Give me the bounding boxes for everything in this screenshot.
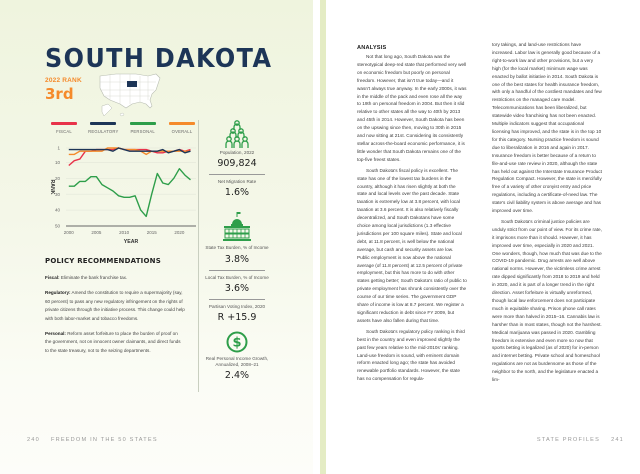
x-tick-label: 2015 — [146, 230, 157, 235]
x-tick-label: 2010 — [119, 230, 130, 235]
us-map-icon — [96, 70, 164, 118]
y-axis-label: RANK — [49, 179, 55, 195]
paragraph: Not that long ago, South Dakota was the stereotypical deep-red state that performed very well on economic freedom but poorly on personal freedom. However, that isn't true today—and it wasn't always true anyway. In the early 2000s, it was in the middle of the pack and even rose all the way to 19th on personal freedom in 2004. But then it slid relative to other states all the way to 40th by 2013 and 45th in 2014. However, South Dakota has been on the upswing since then, moving to 30th in 2015 and now sitting at 21st. Considering its consistently stellar across-the-board economic performance, it is little wonder that South Dakota remains one of the top-five freest states. — [357, 54, 467, 162]
stat-label-migration: Net Migration Rate — [217, 179, 257, 185]
analysis-column-2 — [492, 41, 602, 387]
paragraph: South Dakota's fiscal policy is excellent. The state has one of the lowest tax burdens in the country, although it has risen slightly at both the state and local levels over the past decade. State taxation is extremely low at 3.8 percent, with local taxation at 3.6 percent. It is also relatively fiscally decentralized, and South Dakotans have some choice among local jurisdictions (1.3 effective jurisdictions per 100 square miles). State and local debt, at 11.8 percent, is well below the national average, but cash and security assets are low. Public employment is now above the national average (of 11.8 percent) at 12.5 percent of private employment, but this has more to do with other states getting better; South Dakota's ratio of public to private employment has shrunk consistently over the course of our time series. The government GDP share of income is low at 8.7 percent. We register a significant reduction in debt since FY 2009, but assets have also fallen during that time. — [357, 167, 467, 323]
stat-divider — [209, 299, 265, 300]
legend-label: FISCAL — [56, 129, 72, 134]
state-title: SOUTH DAKOTA — [45, 44, 273, 74]
policy-item-regulatory — [45, 289, 185, 323]
paragraph: South Dakota's criminal justice policies are unduly strict from our point of view. For its crime rate, it imprisons more than it should. However, it has improved over time, especially in 2020 and 2021. One wonders, though, how much that was due to the COVID-19 pandemic. Drug arrests are well above national norms. However, the victimless crime arrest rate dipped significantly from 2018 to 2019 and held in 2020, and it is part of a longer trend in the right direction. Asset forfeiture is virtually unreformed, though local law enforcement does not participate much in equitable sharing. Prison phone call rates were more than halved in 2015–16. Cannabis law is harsher than in most states, though not the harshest. Medical marijuana was passed in 2020. Gambling freedom is extensive and even more so now that sports betting is legalized (as of 2020) for in-person and internet betting. Private school and homeschool regulations are not as burdensome as those of the neighbor to the north, and the legislature enacted a lim- — [492, 218, 602, 383]
legend-item-fiscal — [48, 122, 80, 134]
running-head: STATE PROFILES — [536, 437, 601, 443]
running-head: FREEDOM IN THE 50 STATES — [50, 437, 158, 443]
rank-value: 3rd — [45, 85, 74, 103]
stat-label-income-growth: Real Personal Income Growth, Annualized, 2008–21 — [205, 356, 269, 368]
analysis-title: ANALYSIS — [357, 45, 387, 51]
rank-label: 2022 RANK — [45, 77, 82, 84]
stat-divider — [209, 270, 265, 271]
y-tick-label: 1 — [57, 145, 60, 151]
dollar-circle-icon — [226, 331, 248, 353]
paragraph: tory takings, and land-use restrictions have increased. Labor law is generally good because of a right-to-work law and other provisions, but a very high (for the local market) minimum wage was enacted by ballot initiative in 2014. South Dakota is one of the best states for health insurance freedom, with only a handful of the costliest mandates and few restrictions on the managed care model. Telecommunications has been liberalized, but statewide video franchising has not been enacted. Multiple indicators suggest that occupational licensing has improved, and the state is in the top 10 for this category. Nursing practice freedom is sound due to liberalization in 2016 and again in 2017. Insurance freedom is better because of a return to file-and-use rate review in 2020, although the state has held out against the Interstate Insurance Product Regulation Compact. However, the state is mercifully free of a variety of other cronyist entry and price regulations, including a certificate-of-need law. The state's civil liability system is above average and has improved over time. — [492, 42, 602, 214]
legend-swatch — [51, 122, 77, 125]
chart-legend — [48, 122, 198, 134]
series-line-personal — [69, 169, 191, 217]
legend-item-regulatory — [87, 122, 119, 134]
policy-recommendations-title: POLICY RECOMMENDATIONS — [45, 257, 161, 265]
series-line-regulatory — [69, 148, 191, 153]
page-number: 241 — [611, 437, 624, 443]
y-tick-label: 10 — [54, 159, 60, 165]
stat-label-local-tax: Local Tax Burden, % of Income — [205, 274, 269, 280]
legend-label: REGULATORY — [88, 129, 119, 134]
page-gutter — [313, 0, 320, 474]
y-tick-label: 40 — [54, 207, 60, 213]
x-tick-label: 2005 — [91, 230, 102, 235]
policy-text: Eliminate the bank franchise tax. — [59, 275, 128, 280]
policy-item-personal — [45, 330, 185, 355]
rank-line-chart — [44, 140, 200, 245]
y-tick-label: 50 — [54, 223, 60, 229]
legend-item-personal — [127, 122, 159, 134]
stat-divider — [209, 174, 265, 175]
legend-label: OVERALL — [171, 129, 193, 134]
paragraph: South Dakota's regulatory policy ranking is third best in the country and even improved slightly the past few years relative to the mid-2010s' ranking. Land-use freedom is sound, with eminent domain reform enacted long ago; the state has avoided renewable portfolio standards. However, the state has no compensation for regula- — [357, 328, 465, 382]
stat-value-income-growth: 2.4% — [224, 370, 250, 382]
legend-swatch — [169, 122, 195, 125]
stat-value-migration: 1.6% — [224, 187, 250, 199]
legend-swatch — [90, 122, 116, 125]
policy-label: Regulatory: — [45, 290, 71, 296]
analysis-column-1 — [357, 53, 467, 386]
stats-sidebar — [204, 120, 270, 381]
page-number: 240 — [27, 437, 40, 443]
legend-swatch — [130, 122, 156, 125]
right-page — [320, 0, 640, 474]
legend-item-overall — [166, 122, 198, 134]
stat-label-state-tax: State Tax Burden, % of Income — [205, 245, 269, 251]
left-page — [0, 0, 313, 474]
stat-label-partisan-index: Partisan Voting Index, 2020 — [208, 303, 266, 309]
policy-text: Reform asset forfeiture to place the burden of proof on the government, not on innocent owner claimants, and direct funds to the state treasury, not to the seizing departments. — [45, 331, 181, 353]
x-tick-label: 2000 — [63, 230, 74, 235]
legend-label: PERSONAL — [130, 129, 155, 134]
column-divider — [198, 120, 199, 392]
svg-text:$: $ — [232, 335, 242, 351]
stat-value-local-tax: 3.6% — [224, 282, 250, 294]
y-tick-label: 20 — [54, 175, 60, 181]
policy-label: Fiscal: — [45, 275, 60, 280]
stat-value-state-tax: 3.8% — [224, 253, 250, 265]
policy-text: Amend the constitution to require a supermajority (say, 60 percent) to pass any new regulatory infringement on the rights of private citizens through the initiative process. This change could help with both labor-market and tobacco freedoms. — [45, 290, 185, 321]
x-axis-label: YEAR — [123, 239, 139, 245]
stat-label-population: Population, 2022 — [219, 150, 255, 155]
policy-item-fiscal — [45, 274, 185, 282]
policy-label: Personal: — [45, 331, 66, 337]
capitol-building-icon — [222, 212, 252, 242]
stat-value-population: 909,824 — [217, 158, 257, 170]
folio-right — [537, 437, 624, 443]
policy-recommendations-list — [45, 274, 185, 362]
folio-left — [27, 437, 158, 443]
population-icon — [224, 120, 250, 150]
stat-value-partisan-index: R +15.9 — [217, 312, 257, 324]
x-tick-label: 2020 — [174, 230, 185, 235]
page-edge-strip — [320, 0, 326, 474]
y-tick-label: 30 — [54, 191, 60, 197]
